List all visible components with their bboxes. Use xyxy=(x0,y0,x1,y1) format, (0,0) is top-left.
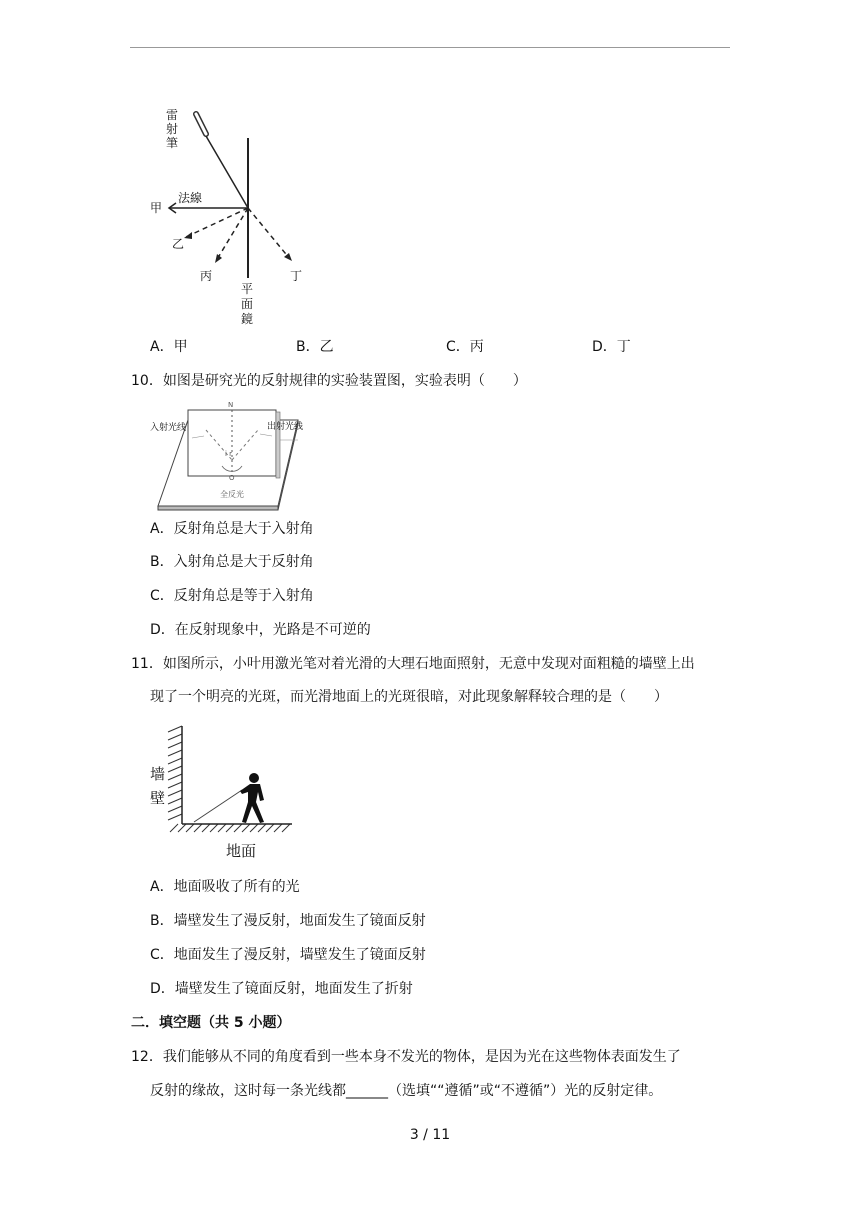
q12-line2: 反射的缘故，这时每一条光线都______（选填““遵循”或“不遵循”）光的反射定律。 xyxy=(150,1083,663,1099)
q9-option-d: D．丁 xyxy=(592,339,631,355)
q10-stem: 10．如图是研究光的反射规律的实验装置图，实验表明（ ） xyxy=(131,373,527,389)
angle-mark: i r xyxy=(225,450,233,458)
q11-option-b: B．墙壁发生了漫反射，地面发生了镜面反射 xyxy=(150,913,426,929)
q11-option-d: D．墙壁发生了镜面反射，地面发生了折射 xyxy=(150,981,413,997)
q10-option-a: A．反射角总是大于入射角 xyxy=(150,521,314,537)
reflected-ray-label: 出射光线 xyxy=(267,422,304,432)
normal-label: 法線 xyxy=(178,191,203,205)
base-mark: 全反光 xyxy=(220,490,244,499)
mirror-label: 平面鏡 xyxy=(241,282,254,326)
q9-figure xyxy=(140,104,310,332)
q10-figure xyxy=(148,400,308,512)
q10-option-b: B．入射角总是大于反射角 xyxy=(150,554,314,570)
normal-mark: N xyxy=(228,401,234,409)
wall-label-1: 墙 xyxy=(150,765,166,783)
q9-option-c: C．丙 xyxy=(446,339,484,355)
q11-scene xyxy=(150,724,300,864)
point-o-mark: O xyxy=(229,474,235,482)
q9-option-b: B．乙 xyxy=(296,339,334,355)
ray-ding-label: 丁 xyxy=(290,269,303,283)
ground-label: 地面 xyxy=(226,842,257,860)
q11-stem-line1: 11．如图所示，小叶用激光笔对着光滑的大理石地面照射，无意中发现对面粗糙的墙壁上出 xyxy=(131,656,695,672)
q11-option-a: A．地面吸收了所有的光 xyxy=(150,879,300,895)
q10-option-d: D．在反射现象中，光路是不可逆的 xyxy=(150,622,371,638)
q11-option-c: C．地面发生了漫反射，墙壁发生了镜面反射 xyxy=(150,947,426,963)
incident-ray-label: 入射光线 xyxy=(150,423,187,433)
ray-yi-label: 乙 xyxy=(172,237,185,251)
header-rule xyxy=(130,47,730,48)
q10-option-c: C．反射角总是等于入射角 xyxy=(150,588,314,604)
wall-label-2: 壁 xyxy=(150,789,166,807)
section-heading: 二．填空题（共 5 小题） xyxy=(131,1015,291,1031)
ray-bing-label: 丙 xyxy=(200,269,213,283)
q12-line1: 12．我们能够从不同的角度看到一些本身不发光的物体，是因为光在这些物体表面发生了 xyxy=(131,1049,681,1065)
person-icon xyxy=(240,773,264,823)
laser-pen-icon xyxy=(196,114,206,134)
laser-label: 雷射筆 xyxy=(166,108,179,150)
q11-figure xyxy=(150,724,300,864)
q9-option-a: A．甲 xyxy=(150,339,188,355)
ray-jia-label: 甲 xyxy=(150,201,163,215)
q11-stem-line2: 现了一个明亮的光斑，而光滑地面上的光斑很暗，对此现象解释较合理的是（ ） xyxy=(150,689,668,705)
page-number: 3 / 11 xyxy=(409,1127,451,1143)
